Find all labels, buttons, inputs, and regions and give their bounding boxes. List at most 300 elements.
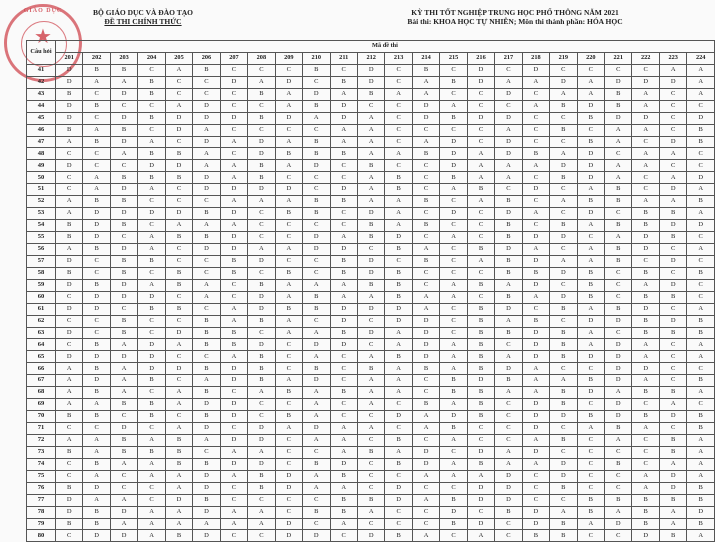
answer-cell: C [440, 243, 467, 255]
exam-code-cell: 203 [110, 52, 137, 64]
answer-cell: B [577, 506, 604, 518]
answer-cell: B [138, 148, 165, 160]
answer-cell: C [687, 291, 715, 303]
answer-cell: B [83, 387, 110, 399]
question-number: 67 [27, 375, 56, 387]
answer-cell: A [165, 220, 192, 232]
answer-cell: A [605, 160, 632, 172]
answer-cell: D [220, 76, 247, 88]
subject-line: Bài thi: KHOA HỌC TỰ NHIÊN; Môn thi thành phần: HÓA HỌC [407, 17, 623, 26]
answer-cell: C [138, 494, 165, 506]
answer-cell: C [193, 446, 220, 458]
answer-cell: A [385, 339, 412, 351]
exam-code-cell: 206 [193, 52, 220, 64]
answer-cell: C [467, 423, 494, 435]
answer-cell: C [577, 458, 604, 470]
answer-cell: D [357, 530, 384, 542]
answer-cell: C [550, 208, 577, 220]
answer-cell: C [495, 184, 522, 196]
answer-cell: B [412, 399, 439, 411]
answer-cell: B [220, 255, 247, 267]
answer-cell: B [605, 255, 632, 267]
answer-cell: A [357, 423, 384, 435]
answer-cell: C [275, 363, 302, 375]
answer-cell: A [522, 243, 549, 255]
answer-cell: B [440, 387, 467, 399]
answer-cell: C [550, 184, 577, 196]
answer-cell: A [495, 387, 522, 399]
answer-cell: D [275, 482, 302, 494]
answer-cell: B [330, 267, 357, 279]
answer-cell: B [303, 196, 330, 208]
answer-cell: A [275, 291, 302, 303]
answer-cell: C [220, 148, 247, 160]
answer-cell: B [165, 267, 192, 279]
table-row [27, 76, 715, 88]
answer-cell: A [83, 446, 110, 458]
answer-cell: D [385, 303, 412, 315]
answer-cell: A [357, 399, 384, 411]
answer-cell: C [303, 184, 330, 196]
answer-cell: C [275, 458, 302, 470]
answer-cell: A [357, 124, 384, 136]
answer-cell: A [522, 291, 549, 303]
answer-cell: D [687, 506, 715, 518]
answer-cell: D [385, 494, 412, 506]
answer-cell: B [193, 411, 220, 423]
answer-cell: C [412, 160, 439, 172]
question-number: 47 [27, 136, 56, 148]
answer-cell: A [632, 124, 659, 136]
answer-cell: B [330, 506, 357, 518]
exam-code-cell: 209 [275, 52, 302, 64]
answer-cell: C [165, 411, 192, 423]
answer-cell: B [193, 458, 220, 470]
answer-cell: A [138, 530, 165, 542]
answer-cell: D [110, 243, 137, 255]
answer-cell: A [193, 375, 220, 387]
answer-cell: B [165, 458, 192, 470]
answer-cell: A [220, 315, 247, 327]
answer-cell: D [659, 136, 686, 148]
answer-cell: A [495, 458, 522, 470]
answer-cell: B [412, 220, 439, 232]
answer-cell: D [248, 255, 275, 267]
answer-cell: B [467, 411, 494, 423]
answer-cell: C [495, 434, 522, 446]
table-row [27, 267, 715, 279]
answer-cell: C [83, 148, 110, 160]
answer-cell: A [357, 506, 384, 518]
answer-cell: D [138, 208, 165, 220]
answer-cell: C [467, 220, 494, 232]
answer-cell: D [330, 315, 357, 327]
answer-cell: C [412, 208, 439, 220]
answer-cell: D [659, 220, 686, 232]
answer-cell: C [138, 315, 165, 327]
answer-cell: B [248, 172, 275, 184]
answer-cell: C [605, 64, 632, 76]
answer-cell: A [55, 196, 82, 208]
answer-cell: B [385, 291, 412, 303]
answer-cell: C [385, 136, 412, 148]
answer-cell: C [303, 220, 330, 232]
answer-cell: C [220, 88, 247, 100]
answer-cell: A [632, 148, 659, 160]
answer-cell: B [330, 327, 357, 339]
answer-cell: C [659, 267, 686, 279]
answer-cell: D [495, 363, 522, 375]
table-row [27, 387, 715, 399]
answer-cell: A [550, 196, 577, 208]
answer-cell: B [220, 339, 247, 351]
answer-cell: D [193, 530, 220, 542]
answer-cell: C [440, 255, 467, 267]
answer-cell: A [550, 506, 577, 518]
answer-cell: C [357, 411, 384, 423]
answer-cell: B [83, 196, 110, 208]
answer-cell: C [385, 399, 412, 411]
answer-cell: C [193, 255, 220, 267]
answer-cell: B [138, 399, 165, 411]
answer-cell: B [303, 363, 330, 375]
answer-cell: B [495, 232, 522, 244]
answer-cell: D [55, 64, 82, 76]
answer-cell: D [83, 291, 110, 303]
question-number: 43 [27, 88, 56, 100]
answer-cell: C [55, 148, 82, 160]
answer-cell: B [83, 518, 110, 530]
answer-cell: C [550, 494, 577, 506]
answer-cell: D [632, 76, 659, 88]
table-row [27, 470, 715, 482]
answer-cell: C [193, 196, 220, 208]
answer-cell: C [138, 196, 165, 208]
answer-cell: A [687, 351, 715, 363]
answer-cell: C [495, 530, 522, 542]
answer-cell: A [495, 351, 522, 363]
answer-cell: B [385, 243, 412, 255]
answer-cell: C [412, 375, 439, 387]
answer-cell: C [248, 64, 275, 76]
answer-cell: C [357, 243, 384, 255]
answer-cell: D [467, 375, 494, 387]
answer-cell: C [440, 124, 467, 136]
answer-cell: D [248, 184, 275, 196]
answer-cell: C [687, 160, 715, 172]
answer-cell: A [248, 196, 275, 208]
answer-cell: A [220, 303, 247, 315]
answer-cell: A [275, 423, 302, 435]
answer-cell: A [687, 434, 715, 446]
answer-cell: A [687, 470, 715, 482]
answer-cell: C [467, 100, 494, 112]
table-row [27, 255, 715, 267]
answer-cell: C [659, 363, 686, 375]
answer-cell: C [522, 303, 549, 315]
answer-cell: C [659, 100, 686, 112]
answer-cell: A [165, 482, 192, 494]
answer-cell: B [193, 208, 220, 220]
exam-code-header: Mã đề thi [55, 41, 714, 53]
table-row [27, 279, 715, 291]
answer-cell: A [220, 351, 247, 363]
answer-cell: B [495, 255, 522, 267]
answer-cell: C [357, 100, 384, 112]
answer-cell: C [385, 124, 412, 136]
answer-cell: B [550, 124, 577, 136]
answer-cell: C [165, 88, 192, 100]
answer-cell: C [275, 506, 302, 518]
table-row [27, 315, 715, 327]
question-number: 61 [27, 303, 56, 315]
answer-cell: C [55, 184, 82, 196]
answer-cell: A [193, 518, 220, 530]
answer-cell: A [440, 470, 467, 482]
answer-cell: D [165, 124, 192, 136]
answer-cell: B [577, 494, 604, 506]
answer-cell: C [385, 518, 412, 530]
answer-cell: A [440, 363, 467, 375]
answer-cell: B [577, 267, 604, 279]
answer-cell: B [110, 434, 137, 446]
answer-cell: C [275, 434, 302, 446]
answer-cell: A [687, 243, 715, 255]
answer-cell: D [440, 148, 467, 160]
answer-cell: C [632, 136, 659, 148]
answer-cell: C [495, 64, 522, 76]
answer-cell: A [330, 279, 357, 291]
answer-cell: B [385, 184, 412, 196]
answer-cell: B [303, 458, 330, 470]
answer-cell: B [659, 387, 686, 399]
answer-cell: A [110, 387, 137, 399]
answer-cell: A [165, 64, 192, 76]
answer-cell: B [330, 470, 357, 482]
answer-cell: B [659, 291, 686, 303]
answer-cell: C [193, 267, 220, 279]
answer-cell: C [632, 434, 659, 446]
answer-cell: B [687, 423, 715, 435]
answer-cell: C [110, 470, 137, 482]
answer-cell: C [83, 88, 110, 100]
answer-cell: B [55, 411, 82, 423]
answer-cell: A [83, 494, 110, 506]
answer-cell: D [467, 446, 494, 458]
answer-cell: A [357, 387, 384, 399]
answer-cell: C [495, 339, 522, 351]
table-row [27, 184, 715, 196]
answer-cell: D [193, 100, 220, 112]
answer-cell: D [110, 184, 137, 196]
table-row [27, 136, 715, 148]
answer-cell: C [138, 64, 165, 76]
answer-cell: C [55, 172, 82, 184]
answer-cell: A [303, 399, 330, 411]
question-number: 51 [27, 184, 56, 196]
answer-cell: D [605, 351, 632, 363]
answer-cell: D [330, 458, 357, 470]
answer-cell: B [330, 196, 357, 208]
answer-cell: C [165, 351, 192, 363]
question-number: 52 [27, 196, 56, 208]
answer-cell: D [303, 243, 330, 255]
answer-cell: A [275, 375, 302, 387]
answer-cell: C [248, 232, 275, 244]
answer-cell: B [303, 100, 330, 112]
answer-cell: D [495, 303, 522, 315]
answer-cell: D [83, 220, 110, 232]
answer-cell: D [193, 399, 220, 411]
answer-cell: B [467, 327, 494, 339]
answer-cell: D [220, 208, 247, 220]
answer-cell: A [440, 458, 467, 470]
answer-cell: A [275, 279, 302, 291]
question-number: 48 [27, 148, 56, 160]
question-number: 55 [27, 232, 56, 244]
answer-cell: A [83, 434, 110, 446]
answer-cell: C [385, 423, 412, 435]
answer-cell: D [55, 327, 82, 339]
answer-cell: D [303, 375, 330, 387]
answer-cell: A [632, 482, 659, 494]
answer-cell: D [193, 423, 220, 435]
answer-cell: C [550, 446, 577, 458]
answer-cell: A [193, 220, 220, 232]
answer-cell: C [248, 494, 275, 506]
answer-cell: B [412, 64, 439, 76]
answer-cell: C [275, 339, 302, 351]
answer-cell: A [303, 470, 330, 482]
answer-cell: A [659, 506, 686, 518]
answer-cell: A [632, 351, 659, 363]
answer-cell: A [522, 434, 549, 446]
answer-cell: B [467, 399, 494, 411]
answer-cell: A [357, 136, 384, 148]
answer-cell: B [550, 100, 577, 112]
answer-cell: A [687, 303, 715, 315]
answer-cell: A [330, 88, 357, 100]
answer-cell: B [495, 291, 522, 303]
answer-cell: B [110, 315, 137, 327]
answer-cell: C [275, 494, 302, 506]
answer-cell: C [248, 220, 275, 232]
answer-cell: A [659, 64, 686, 76]
answer-cell: B [687, 518, 715, 530]
answer-cell: D [412, 315, 439, 327]
answer-cell: C [83, 315, 110, 327]
answer-cell: C [632, 399, 659, 411]
answer-cell: C [303, 76, 330, 88]
answer-cell: A [632, 196, 659, 208]
answer-cell: D [165, 208, 192, 220]
answer-cell: C [275, 255, 302, 267]
answer-cell: C [550, 279, 577, 291]
answer-cell: B [357, 279, 384, 291]
question-number: 42 [27, 76, 56, 88]
answer-cell: A [303, 411, 330, 423]
answer-cell: A [303, 112, 330, 124]
answer-cell: A [577, 518, 604, 530]
answer-cell: B [550, 327, 577, 339]
answer-cell: B [248, 351, 275, 363]
answer-cell: C [220, 100, 247, 112]
answer-cell: C [220, 482, 247, 494]
answer-cell: B [659, 232, 686, 244]
answer-cell: A [605, 506, 632, 518]
answer-cell: D [275, 470, 302, 482]
answer-cell: C [412, 506, 439, 518]
answer-cell: D [330, 243, 357, 255]
answer-cell: A [165, 518, 192, 530]
answer-cell: D [467, 64, 494, 76]
answer-cell: D [522, 64, 549, 76]
answer-cell: D [605, 411, 632, 423]
answer-cell: A [522, 100, 549, 112]
exam-code-cell: 221 [605, 52, 632, 64]
answer-cell: D [550, 458, 577, 470]
question-number: 54 [27, 220, 56, 232]
answer-cell: C [83, 160, 110, 172]
answer-cell: A [110, 339, 137, 351]
answer-cell: C [165, 243, 192, 255]
answer-cell: B [659, 434, 686, 446]
answer-cell: D [495, 482, 522, 494]
answer-cell: B [522, 148, 549, 160]
answer-cell: C [220, 279, 247, 291]
answer-cell: A [330, 136, 357, 148]
table-row [27, 411, 715, 423]
answer-cell: B [275, 208, 302, 220]
answer-cell: B [632, 494, 659, 506]
answer-cell: C [412, 184, 439, 196]
answer-cell: A [632, 160, 659, 172]
answer-cell: A [330, 434, 357, 446]
answer-cell: D [138, 339, 165, 351]
answer-cell: A [303, 482, 330, 494]
answer-cell: D [659, 255, 686, 267]
table-code-header-row [27, 41, 715, 53]
table-row [27, 208, 715, 220]
answer-cell: D [659, 315, 686, 327]
answer-cell: C [55, 470, 82, 482]
answer-cell: B [632, 267, 659, 279]
answer-cell: D [303, 232, 330, 244]
answer-cell: A [110, 148, 137, 160]
answer-cell: B [632, 518, 659, 530]
answer-cell: A [248, 506, 275, 518]
answer-cell: C [412, 124, 439, 136]
answer-cell: D [632, 303, 659, 315]
answer-cell: A [110, 494, 137, 506]
answer-cell: A [275, 243, 302, 255]
answer-cell: B [248, 88, 275, 100]
answer-cell: C [632, 255, 659, 267]
answer-cell: B [55, 267, 82, 279]
answer-cell: C [248, 124, 275, 136]
answer-cell: A [687, 64, 715, 76]
answer-cell: C [605, 327, 632, 339]
answer-cell: B [632, 506, 659, 518]
answer-cell: A [248, 387, 275, 399]
answer-cell: B [248, 315, 275, 327]
answer-cell: C [275, 351, 302, 363]
table-row [27, 482, 715, 494]
answer-cell: D [220, 112, 247, 124]
answer-cell: B [467, 351, 494, 363]
answer-cell: A [659, 518, 686, 530]
star-icon: ★ [34, 26, 52, 48]
